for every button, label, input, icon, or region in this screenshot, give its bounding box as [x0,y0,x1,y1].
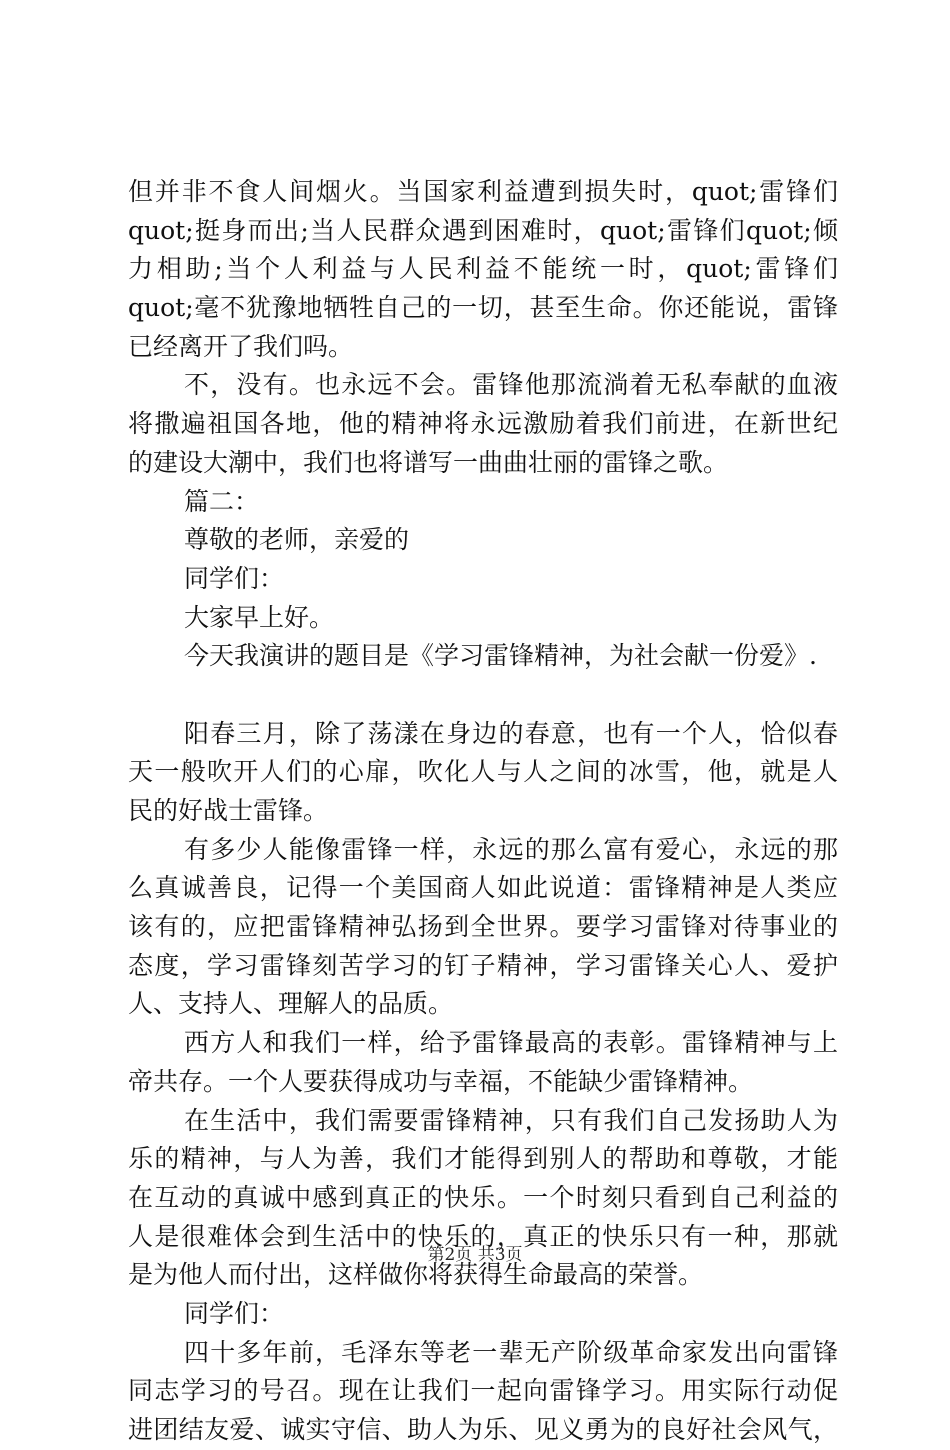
text-line: 西方人和我们一样，给予雷锋最高的表彰。雷锋精神与上 [184,1028,838,1058]
text-line: 在互动的真诚中感到真正的快乐。一个时刻只看到自己利益的 [128,1182,838,1212]
text-line: 民的好战士雷锋。 [128,796,329,825]
text-line: 是为他人而付出，这样做你将获得生命最高的荣誉。 [128,1260,704,1290]
page-footer: 第2页 共3页 [427,1245,523,1265]
text-line: 今天我演讲的题目是《学习雷锋精神，为社会献一份爱》. [184,641,817,671]
text-line: 人是很难体会到生活中的快乐的，真正的快乐只有一种，那就 [128,1221,838,1251]
text-line: 将撒遍祖国各地，他的精神将永远激励着我们前进，在新世纪 [128,409,838,439]
text-line: 不，没有。也永远不会。雷锋他那流淌着无私奉献的血液 [184,370,838,400]
text-line: 力相助;当个人利益与人民利益不能统一时，quot;雷锋们 [128,254,838,284]
text-line: 同学们： [184,1298,285,1328]
text-line: 的建设大潮中，我们也将谱写一曲曲壮丽的雷锋之歌。 [128,447,729,477]
text-line: quot;毫不犹豫地牺牲自己的一切，甚至生命。你还能说，雷锋 [128,293,838,323]
text-line: 么真诚善良，记得一个美国商人如此说道：雷锋精神是人类应 [128,873,838,903]
text-line: 有多少人能像雷锋一样，永远的那么富有爱心，永远的那 [184,834,838,864]
text-line: 篇二： [184,486,260,516]
blank-line [128,676,838,715]
text-line: 同学们： [184,563,285,593]
text-line: 大家早上好。 [184,602,335,632]
text-line: 该有的，应把雷锋精神弘扬到全世界。要学习雷锋对待事业的 [128,912,838,942]
text-line: 尊敬的老师，亲爱的 [184,525,410,555]
text-line: 态度，学习雷锋刻苦学习的钉子精神，学习雷锋关心人、爱护 [128,950,838,980]
text-line: 同志学习的号召。现在让我们一起向雷锋学习。用实际行动促 [128,1376,838,1406]
text-line: 天一般吹开人们的心扉，吹化人与人之间的冰雪，他，就是人 [128,757,838,787]
text-line: 乐的精神，与人为善，我们才能得到别人的帮助和尊敬，才能 [128,1144,838,1174]
text-line: 已经离开了我们吗。 [128,331,354,361]
text-line: 阳春三月，除了荡漾在身边的春意，也有一个人，恰似春 [184,718,838,748]
text-line: 进团结友爱、诚实守信、助人为乐、见义勇为的良好社会风气， [128,1415,838,1444]
text-line: 四十多年前，毛泽东等老一辈无产阶级革命家发出向雷锋 [184,1337,838,1367]
text-line: 帝共存。一个人要获得成功与幸福，不能缺少雷锋精神。 [128,1066,754,1096]
text-line: 在生活中，我们需要雷锋精神，只有我们自己发扬助人为 [184,1105,838,1135]
text-line: 但并非不食人间烟火。当国家利益遭到损失时，quot;雷锋们 [128,177,838,206]
text-line: quot;挺身而出;当人民群众遇到困难时，quot;雷锋们quot;倾 [128,215,838,245]
text-line: 人、支持人、理解人的品质。 [128,989,454,1019]
